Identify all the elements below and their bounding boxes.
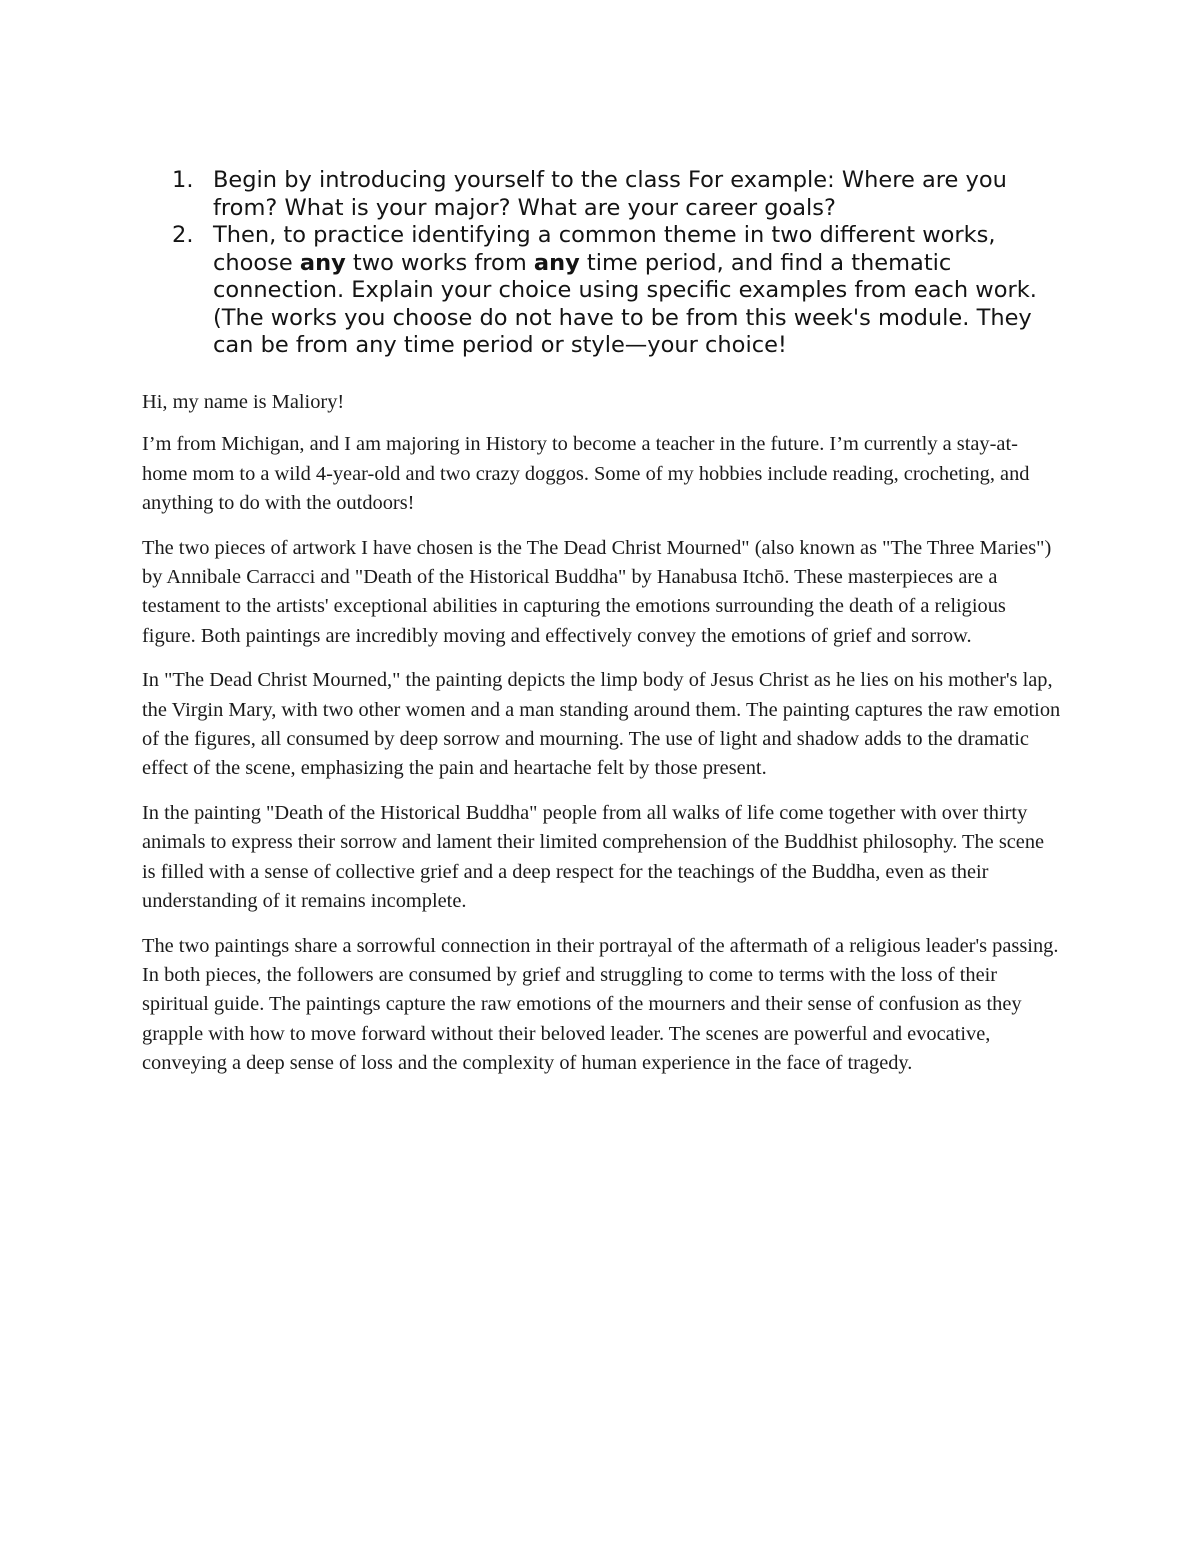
emphasis-text: any [299, 249, 346, 276]
intro-paragraph: I’m from Michigan, and I am majoring in History to become a teacher in the future. I’m currently a stay-at-home mom to a wild 4-year-old and two crazy doggos. Some of my hobbies include reading, crocheting, and anything to do with the outdoors! [142, 433, 1030, 515]
instruction-number: 1. [172, 167, 194, 193]
instruction-number: 2. [172, 222, 194, 248]
instruction-text: Begin by introducing yourself to the class For example: Where are you from? What is your major? What are your career goals? [213, 167, 1007, 221]
instructions-list [172, 167, 1072, 360]
instruction-text: two works from [345, 249, 534, 276]
emphasis-text: any [533, 249, 580, 276]
buddha-paragraph: In the painting "Death of the Historical Buddha" people from all walks of life come together with over thirty animals to express their sorrow and lament their limited comprehension of the Buddhist philosophy. The scene is filled with a sense of collective grief and a deep respect for the teachings of the Buddha, even as their understanding of it remains incomplete. [142, 801, 1045, 913]
instruction-text: Then, to practice identifying a common theme in two different works, choose [213, 222, 996, 276]
response-body [142, 388, 1062, 1094]
artwork-choice-paragraph: The two pieces of artwork I have chosen is the The Dead Christ Mourned" (also known as "The Three Maries") by Annibale Carracci and "Death of the Historical Buddha" by Hanabusa Itchō. These masterpieces are a testament to the artists' exceptional abilities in capturing the emotions surrounding the death of a religious figure. Both paintings are incredibly moving and effectively convey the emotions of grief and sorrow. [142, 536, 1052, 647]
instruction-item-1 [172, 167, 1072, 222]
dead-christ-paragraph: In "The Dead Christ Mourned," the painting depicts the limp body of Jesus Christ as he lies on his mother's lap, the Virgin Mary, with two other women and a man standing around them. The painting captures the raw emotion of the figures, all consumed by deep sorrow and mourning. The use of light and shadow adds to the dramatic effect of the scene, emphasizing the pain and heartache felt by those present. [142, 669, 1061, 780]
greeting-paragraph: Hi, my name is Maliory! [142, 391, 345, 413]
instruction-item-2 [172, 222, 1072, 360]
instruction-text: time period, and find a thematic connection. Explain your choice using specific examples from each work. (The works you choose do not have to be from this week's module. They can be from any time period or style—your choice! [213, 249, 1037, 358]
connection-paragraph: The two paintings share a sorrowful connection in their portrayal of the aftermath of a religious leader's passing. In both pieces, the followers are consumed by grief and struggling to come to terms with the loss of their spiritual guide. The paintings capture the raw emotions of the mourners and their sense of confusion as they grapple with how to move forward without their beloved leader. The scenes are powerful and evocative, conveying a deep sense of loss and the complexity of human experience in the face of tragedy. [142, 934, 1059, 1075]
